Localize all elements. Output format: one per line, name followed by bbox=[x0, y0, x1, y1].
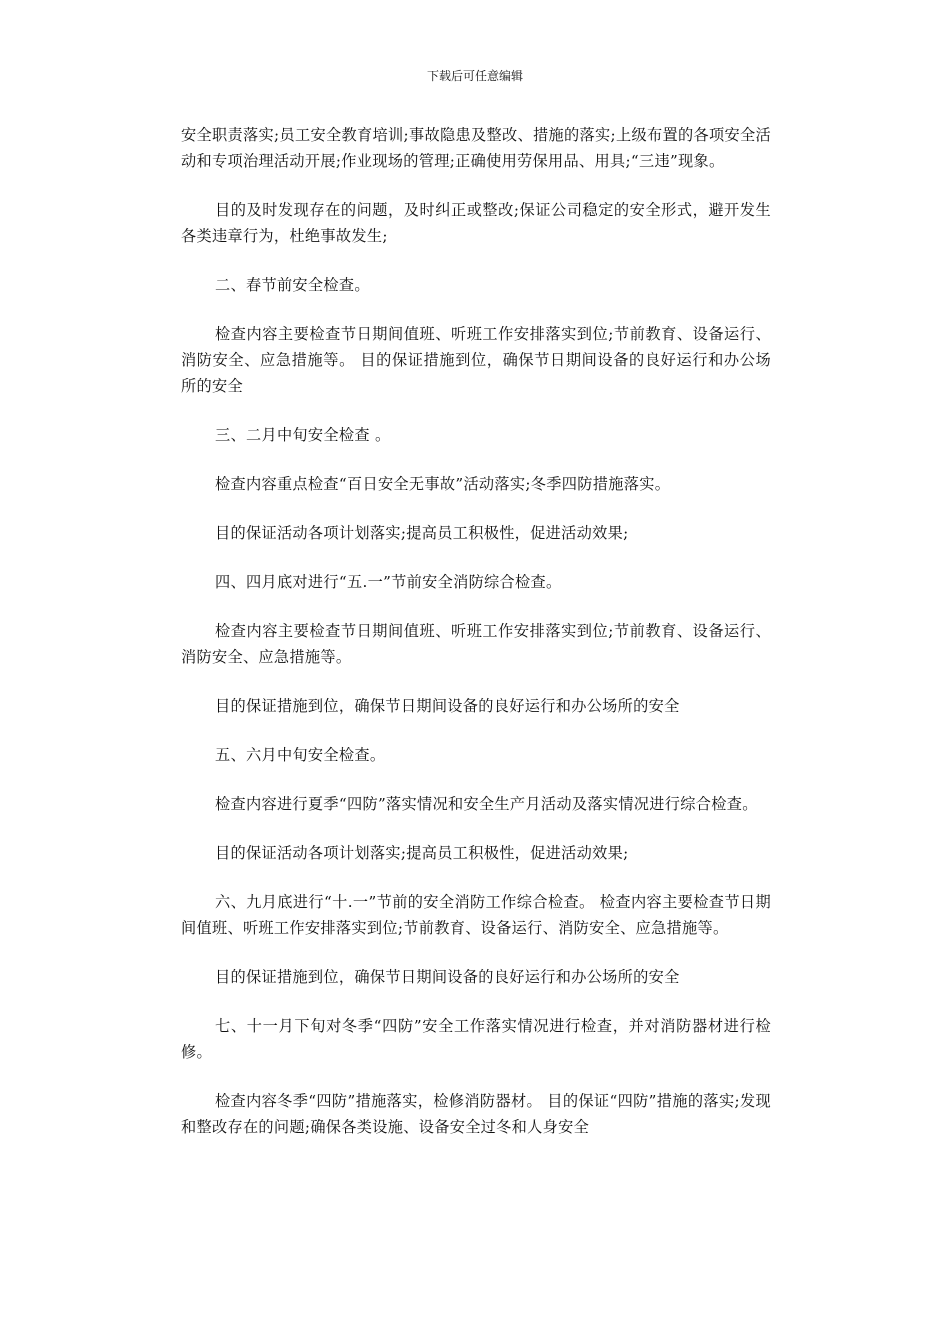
paragraph: 检查内容主要检查节日期间值班、听班工作安排落实到位;节前教育、设备运行、消防安全、应急措施等。 目的保证措施到位，确保节日期间设备的良好运行和办公场所的安全 bbox=[181, 325, 771, 395]
section-heading: 三、二月中旬安全检查 。 bbox=[215, 426, 391, 444]
paragraph: 目的保证活动各项计划落实;提高员工积极性，促进活动效果; bbox=[215, 844, 629, 862]
page-header: 下载后可任意编辑 bbox=[426, 69, 523, 83]
paragraph: 检查内容进行夏季“四防”落实情况和安全生产月活动及落实情况进行综合检查。 bbox=[215, 795, 758, 813]
paragraph: 检查内容重点检查“百日安全无事故”活动落实;冬季四防措施落实。 bbox=[215, 475, 671, 493]
paragraph: 目的及时发现存在的问题，及时纠正或整改;保证公司稳定的安全形式，避开发生各类违章行为，杜绝事故发生; bbox=[181, 201, 771, 245]
paragraph: 目的保证活动各项计划落实;提高员工积极性，促进活动效果; bbox=[215, 524, 629, 542]
document-body bbox=[181, 122, 771, 1163]
section-heading: 七、十一月下旬对冬季“四防”安全工作落实情况进行检查，并对消防器材进行检修。 bbox=[181, 1017, 771, 1061]
paragraph: 检查内容主要检查节日期间值班、听班工作安排落实到位;节前教育、设备运行、消防安全、应急措施等。 bbox=[181, 622, 771, 666]
paragraph: 检查内容冬季“四防”措施落实，检修消防器材。 目的保证“四防”措施的落实;发现和整改存在的问题;确保各类设施、设备安全过冬和人身安全 bbox=[181, 1092, 771, 1136]
section-heading: 二、春节前安全检查。 bbox=[215, 276, 370, 294]
section-heading: 四、四月底对进行“五.一”节前安全消防综合检查。 bbox=[215, 573, 562, 591]
section-heading: 五、六月中旬安全检查。 bbox=[215, 746, 386, 764]
paragraph: 目的保证措施到位，确保节日期间设备的良好运行和办公场所的安全 bbox=[215, 697, 680, 715]
paragraph: 目的保证措施到位，确保节日期间设备的良好运行和办公场所的安全 bbox=[215, 968, 680, 986]
paragraph: 安全职责落实;员工安全教育培训;事故隐患及整改、措施的落实;上级布置的各项安全活动和专项治理活动开展;作业现场的管理;正确使用劳保用品、用具;“三违”现象。 bbox=[181, 126, 771, 170]
section-heading: 六、九月底进行“十.一”节前的安全消防工作综合检查。 检查内容主要检查节日期间值班、听班工作安排落实到位;节前教育、设备运行、消防安全、应急措施等。 bbox=[181, 893, 771, 937]
